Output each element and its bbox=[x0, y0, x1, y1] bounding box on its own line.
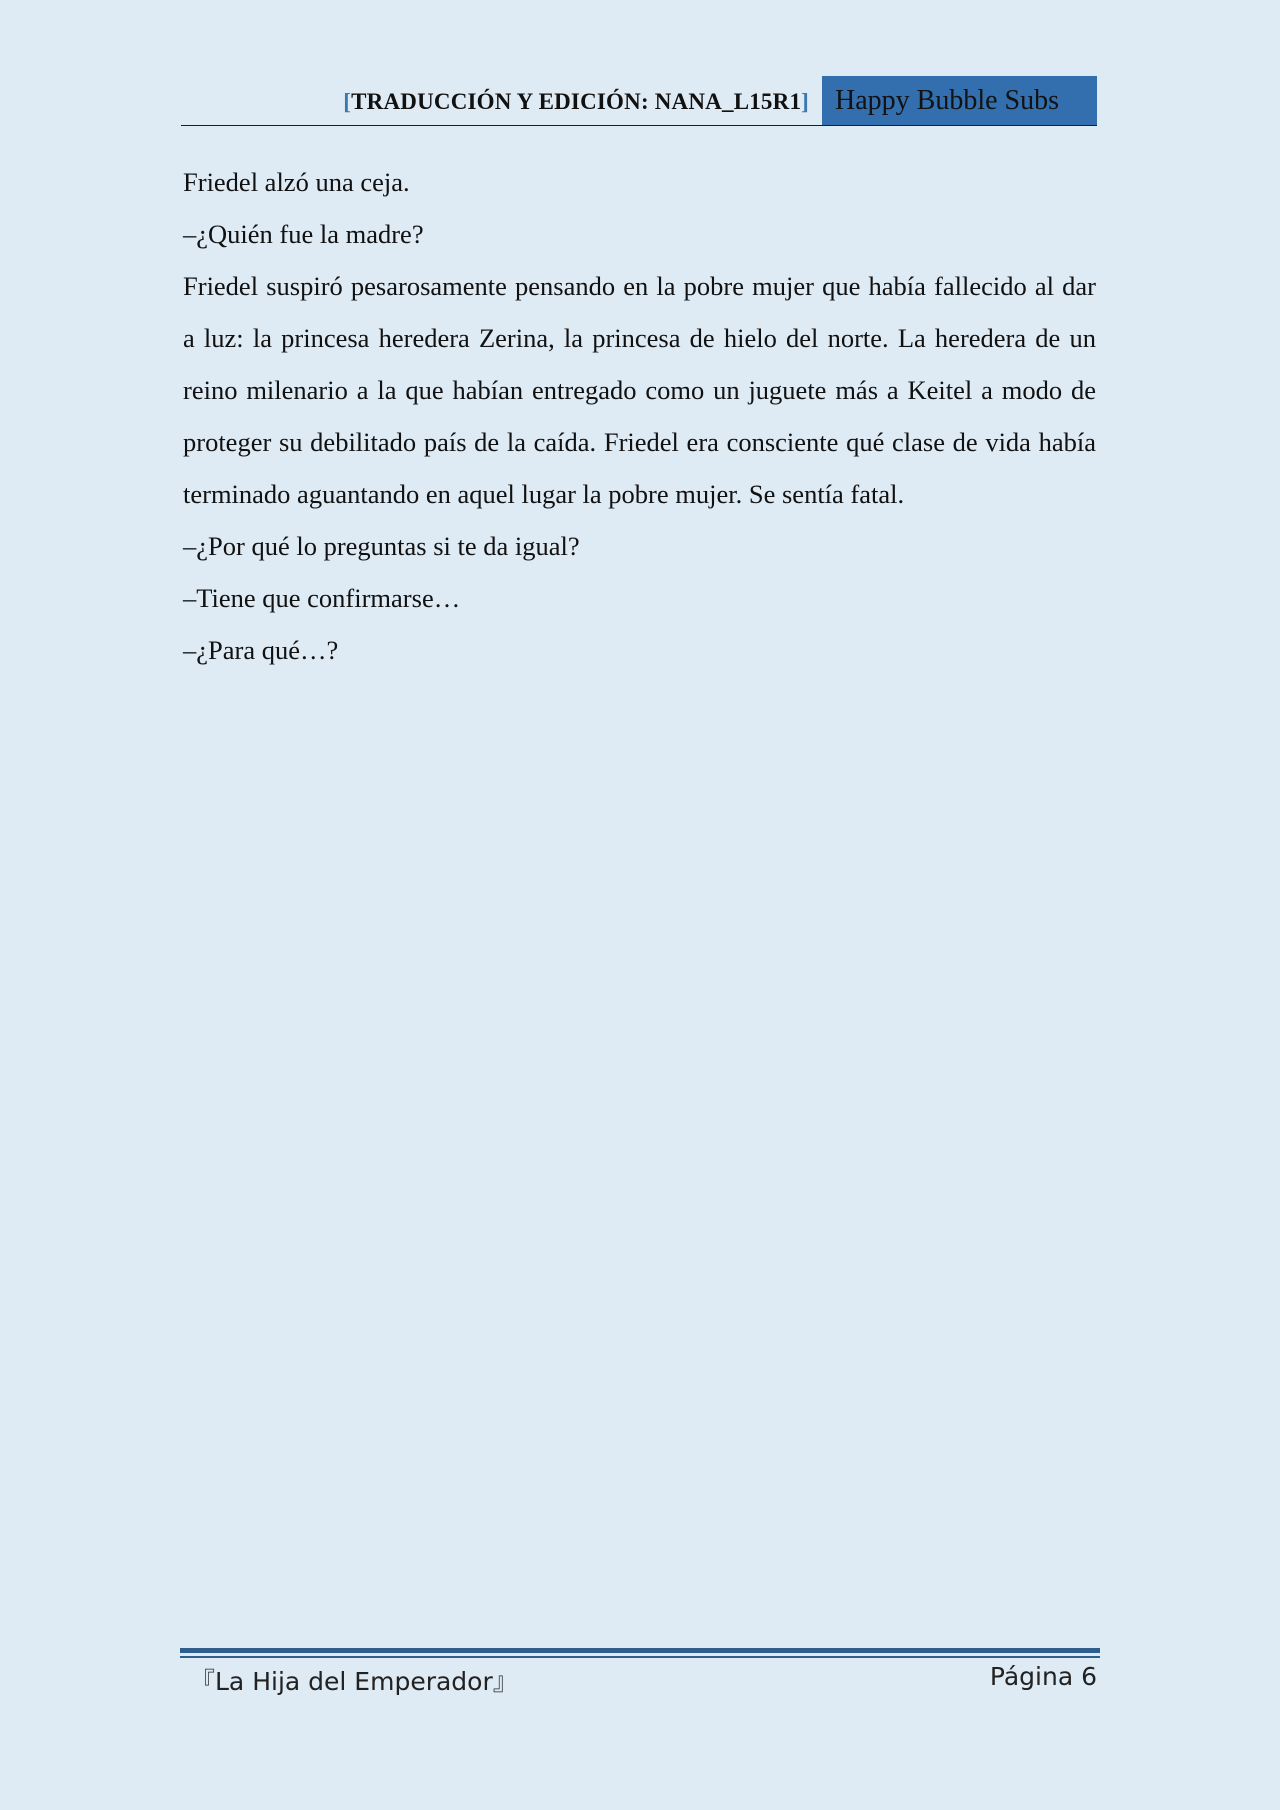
dialogue-line: –¿Quién fue la madre? bbox=[183, 219, 424, 249]
translation-credit bbox=[343, 89, 809, 115]
book-title: 『La Hija del Emperador』 bbox=[190, 1667, 518, 1696]
page-header bbox=[181, 76, 1097, 126]
paragraph: Friedel suspiró pesarosamente pensando en la pobre mujer que había fallecido al dar a luz: la princesa heredera Zerina, la princesa de hielo del norte. La heredera de un reino milenario a la que habían entregado como un juguete más a Keitel a modo de proteger su debilitado país de la caída. Friedel era consciente qué clase de vida había terminado aguantando en aquel lugar la pobre mujer. Se sentía fatal. bbox=[183, 271, 1096, 509]
brand-label: Happy Bubble Subs bbox=[822, 76, 1097, 126]
credit-bracket-open: [ bbox=[343, 89, 352, 114]
header-divider bbox=[181, 125, 1097, 126]
credit-bracket-close: ] bbox=[801, 89, 809, 114]
footer-divider-thin bbox=[180, 1656, 1100, 1658]
dialogue-line: –¿Para qué…? bbox=[183, 635, 339, 665]
paragraph: Friedel alzó una ceja. bbox=[183, 167, 410, 197]
dialogue-line: –Tiene que confirmarse… bbox=[183, 583, 461, 613]
footer-divider-thick bbox=[180, 1648, 1100, 1653]
credit-text: TRADUCCIÓN Y EDICIÓN: NANA_L15R1 bbox=[351, 89, 802, 114]
page-number: Página 6 bbox=[989, 1662, 1097, 1691]
document-body bbox=[183, 156, 1096, 676]
dialogue-line: –¿Por qué lo preguntas si te da igual? bbox=[183, 531, 580, 561]
